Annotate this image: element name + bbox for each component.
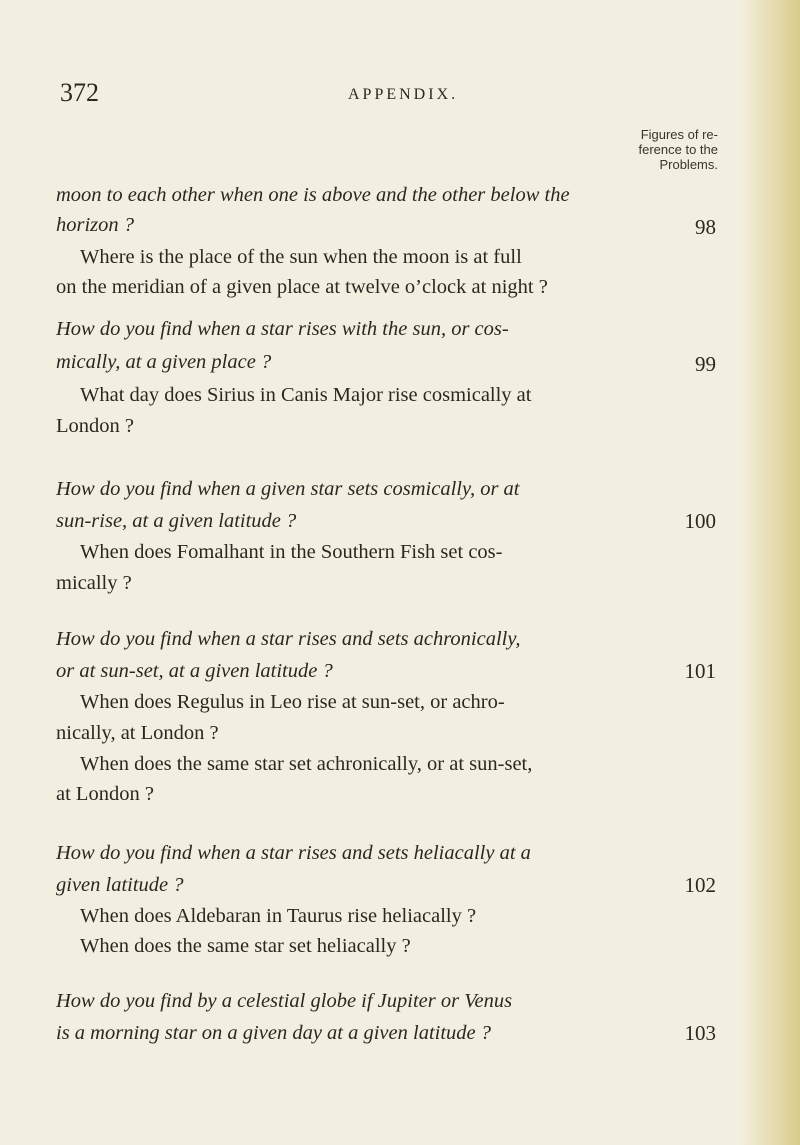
answer-line: nically, at London ? — [56, 722, 219, 744]
margin-heading-line: ference to the — [638, 142, 718, 157]
figure-reference: 98 — [695, 215, 716, 239]
answer-line: What day does Sirius in Canis Major rise cosmically at — [80, 384, 532, 406]
question-line: How do you find when a star rises with the sun, or cos- — [56, 318, 509, 340]
answer-line: on the meridian of a given place at twelve o’clock at night ? — [56, 276, 548, 298]
question-line: given latitude ? — [56, 874, 184, 896]
question-line: How do you find when a star rises and sets heliacally at a — [56, 842, 531, 864]
running-title: APPENDIX. — [348, 86, 459, 103]
answer-line: When does the same star set heliacally ? — [80, 935, 411, 957]
answer-line: London ? — [56, 415, 134, 437]
margin-reference-heading — [600, 127, 718, 172]
question-line: How do you find by a celestial globe if Jupiter or Venus — [56, 990, 513, 1012]
figure-reference: 103 — [684, 1021, 716, 1045]
answer-line: When does Aldebaran in Taurus rise heliacally ? — [80, 905, 477, 927]
answer-line: When does the same star set achronically, or at sun-set, — [80, 753, 533, 775]
margin-heading-line: Problems. — [659, 157, 718, 172]
question-line: moon to each other when one is above and the other below the — [56, 184, 570, 206]
figure-reference: 102 — [684, 873, 716, 897]
question-line: How do you find when a given star sets cosmically, or at — [56, 478, 520, 500]
answer-line: When does Fomalhant in the Southern Fish set cos- — [80, 541, 503, 563]
question-line: How do you find when a star rises and sets achronically, — [56, 628, 521, 650]
page-number: 372 — [60, 78, 99, 107]
figure-reference: 100 — [684, 509, 716, 533]
figure-reference: 101 — [684, 659, 716, 683]
question-line: horizon ? — [56, 214, 135, 236]
answer-line: at London ? — [56, 783, 154, 805]
figure-reference: 99 — [695, 352, 716, 376]
answer-line: mically ? — [56, 572, 132, 594]
question-line: mically, at a given place ? — [56, 351, 272, 373]
question-line: or at sun-set, at a given latitude ? — [56, 660, 333, 682]
running-head — [60, 78, 720, 108]
answer-line: When does Regulus in Leo rise at sun-set, or achro- — [80, 691, 505, 713]
answer-line: Where is the place of the sun when the moon is at full — [80, 246, 522, 268]
question-line: is a morning star on a given day at a given latitude ? — [56, 1022, 492, 1044]
margin-heading-line: Figures of re- — [640, 127, 718, 142]
question-line: sun-rise, at a given latitude ? — [56, 510, 297, 532]
